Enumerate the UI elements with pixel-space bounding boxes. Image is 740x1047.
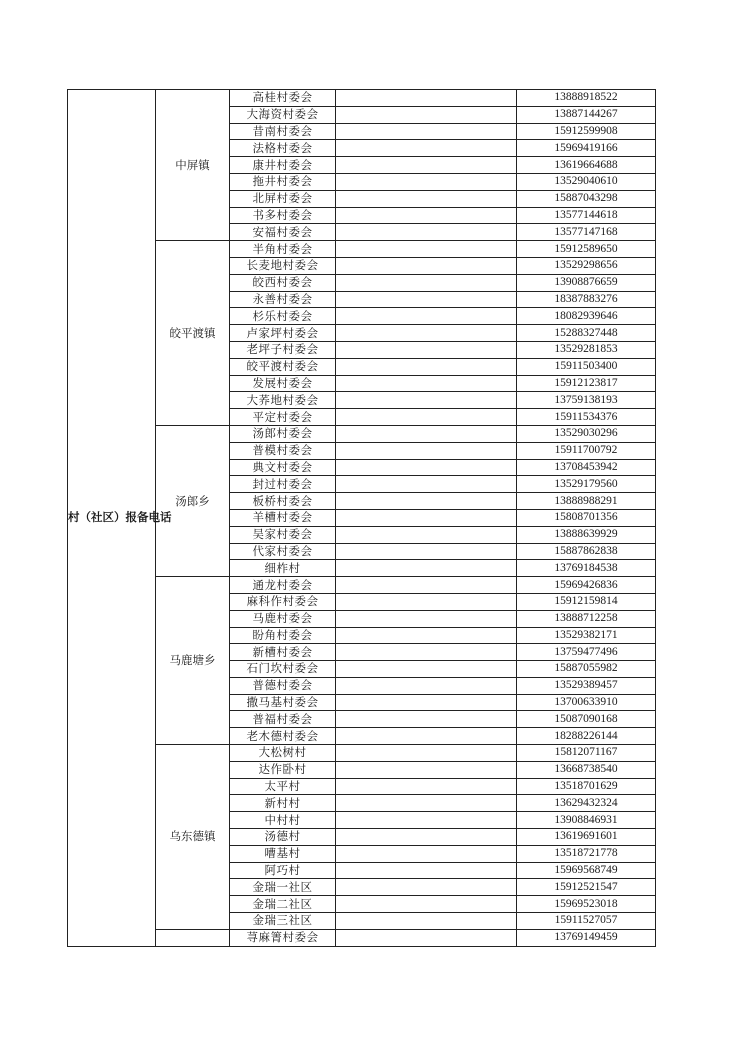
table-row: [68, 241, 656, 258]
phone-number: 13759477496: [517, 644, 656, 661]
phone-number: 13769184538: [517, 560, 656, 577]
village-name: 嘈基村: [230, 845, 336, 862]
village-name: 老木德村委会: [230, 728, 336, 745]
phone-number: 13708453942: [517, 459, 656, 476]
town-name: 皎平渡镇: [156, 241, 230, 426]
village-name: 发展村委会: [230, 375, 336, 392]
blank-cell: [336, 409, 517, 426]
village-name: 老坪子村委会: [230, 341, 336, 358]
blank-cell: [336, 711, 517, 728]
phone-number: 13529281853: [517, 341, 656, 358]
village-name: 皎西村委会: [230, 274, 336, 291]
blank-cell: [336, 593, 517, 610]
blank-cell: [336, 325, 517, 342]
phone-number: 15912123817: [517, 375, 656, 392]
phone-number: 15969419166: [517, 140, 656, 157]
village-name: 北屏村委会: [230, 190, 336, 207]
blank-cell: [336, 896, 517, 913]
village-name: 撒马基村委会: [230, 694, 336, 711]
blank-cell: [336, 392, 517, 409]
phone-number: 13769149459: [517, 929, 656, 946]
village-name: 封过村委会: [230, 476, 336, 493]
blank-cell: [336, 829, 517, 846]
blank-cell: [336, 190, 517, 207]
phone-number: 13529179560: [517, 476, 656, 493]
blank-cell: [336, 425, 517, 442]
blank-cell: [336, 661, 517, 678]
phone-number: 15087090168: [517, 711, 656, 728]
village-name: 太平村: [230, 778, 336, 795]
village-name: 金瑞三社区: [230, 913, 336, 930]
table-body: [68, 90, 656, 947]
blank-cell: [336, 795, 517, 812]
phone-number: 18082939646: [517, 308, 656, 325]
blank-cell: [336, 106, 517, 123]
phone-number: 13888712258: [517, 610, 656, 627]
table-row: [68, 929, 656, 946]
village-name: 书多村委会: [230, 207, 336, 224]
phone-number: 15969568749: [517, 862, 656, 879]
phone-number: 13619691601: [517, 829, 656, 846]
blank-cell: [336, 375, 517, 392]
phone-number: 15911534376: [517, 409, 656, 426]
phone-number: 13518721778: [517, 845, 656, 862]
blank-cell: [336, 257, 517, 274]
blank-cell: [336, 913, 517, 930]
phone-number: 15911700792: [517, 442, 656, 459]
town-name: 中屏镇: [156, 90, 230, 241]
town-name: 马鹿塘乡: [156, 577, 230, 745]
village-name: 汤德村: [230, 829, 336, 846]
village-name: 吴家村委会: [230, 526, 336, 543]
village-name: 高桂村委会: [230, 90, 336, 107]
village-name: 长麦地村委会: [230, 257, 336, 274]
phone-number: 18288226144: [517, 728, 656, 745]
village-name: 金瑞二社区: [230, 896, 336, 913]
village-name: 代家村委会: [230, 543, 336, 560]
blank-cell: [336, 173, 517, 190]
village-name: 半角村委会: [230, 241, 336, 258]
phone-number: 13529389457: [517, 677, 656, 694]
town-name: 汤郎乡: [156, 425, 230, 576]
village-name: 大海资村委会: [230, 106, 336, 123]
village-name: 中村村: [230, 812, 336, 829]
blank-cell: [336, 442, 517, 459]
blank-cell: [336, 543, 517, 560]
phone-number: 13888639929: [517, 526, 656, 543]
village-name: 新槽村委会: [230, 644, 336, 661]
blank-cell: [336, 862, 517, 879]
blank-cell: [336, 845, 517, 862]
village-name: 金瑞一社区: [230, 879, 336, 896]
town-name: [156, 929, 230, 946]
phone-number: 15808701356: [517, 509, 656, 526]
blank-cell: [336, 459, 517, 476]
village-name: 大荞地村委会: [230, 392, 336, 409]
blank-cell: [336, 90, 517, 107]
blank-cell: [336, 745, 517, 762]
phone-number: 18387883276: [517, 291, 656, 308]
village-name: 马鹿村委会: [230, 610, 336, 627]
blank-cell: [336, 224, 517, 241]
village-name: 汤郎村委会: [230, 425, 336, 442]
village-name: 达作卧村: [230, 761, 336, 778]
village-name: 平定村委会: [230, 409, 336, 426]
blank-cell: [336, 929, 517, 946]
phone-number: 15911527057: [517, 913, 656, 930]
blank-cell: [336, 677, 517, 694]
phone-number: 13529030296: [517, 425, 656, 442]
phone-number: 15969523018: [517, 896, 656, 913]
blank-cell: [336, 577, 517, 594]
table-row: [68, 745, 656, 762]
phone-directory-table: [67, 89, 656, 947]
town-name: 乌东德镇: [156, 745, 230, 930]
phone-number: 15912159814: [517, 593, 656, 610]
blank-cell: [336, 291, 517, 308]
table-row: [68, 425, 656, 442]
blank-cell: [336, 207, 517, 224]
village-name: 阿巧村: [230, 862, 336, 879]
village-name: 普福村委会: [230, 711, 336, 728]
blank-cell: [336, 694, 517, 711]
phone-number: 13700633910: [517, 694, 656, 711]
village-name: 新村村: [230, 795, 336, 812]
phone-number: 15969426836: [517, 577, 656, 594]
phone-number: 15887043298: [517, 190, 656, 207]
phone-number: 13619664688: [517, 157, 656, 174]
phone-number: 13529040610: [517, 173, 656, 190]
phone-number: 15912521547: [517, 879, 656, 896]
village-name: 石门坎村委会: [230, 661, 336, 678]
blank-cell: [336, 509, 517, 526]
village-name: 荨麻箐村委会: [230, 929, 336, 946]
village-name: 典文村委会: [230, 459, 336, 476]
blank-cell: [336, 308, 517, 325]
village-name: 普模村委会: [230, 442, 336, 459]
phone-number: 15912589650: [517, 241, 656, 258]
phone-number: 15288327448: [517, 325, 656, 342]
phone-number: 15887862838: [517, 543, 656, 560]
blank-cell: [336, 157, 517, 174]
village-name: 康井村委会: [230, 157, 336, 174]
phone-number: 13908876659: [517, 274, 656, 291]
phone-number: 15911503400: [517, 358, 656, 375]
phone-number: 15912599908: [517, 123, 656, 140]
phone-number: 13629432324: [517, 795, 656, 812]
phone-number: 13668738540: [517, 761, 656, 778]
village-name: 皎平渡村委会: [230, 358, 336, 375]
blank-cell: [336, 341, 517, 358]
village-name: 普德村委会: [230, 677, 336, 694]
village-name: 永善村委会: [230, 291, 336, 308]
village-name: 大松树村: [230, 745, 336, 762]
blank-cell: [336, 476, 517, 493]
table-row: [68, 90, 656, 107]
phone-number: 13759138193: [517, 392, 656, 409]
blank-cell: [336, 274, 517, 291]
phone-number: 13887144267: [517, 106, 656, 123]
blank-cell: [336, 493, 517, 510]
phone-number: 15887055982: [517, 661, 656, 678]
category-label: 村（社区）报备电话: [68, 90, 156, 947]
village-name: 麻科作村委会: [230, 593, 336, 610]
village-name: 安福村委会: [230, 224, 336, 241]
phone-number: 13529382171: [517, 627, 656, 644]
blank-cell: [336, 879, 517, 896]
blank-cell: [336, 560, 517, 577]
village-name: 卢家坪村委会: [230, 325, 336, 342]
village-name: 盼角村委会: [230, 627, 336, 644]
village-name: 细柞村: [230, 560, 336, 577]
village-name: 昔南村委会: [230, 123, 336, 140]
village-name: 通龙村委会: [230, 577, 336, 594]
blank-cell: [336, 123, 517, 140]
blank-cell: [336, 627, 517, 644]
blank-cell: [336, 761, 517, 778]
blank-cell: [336, 728, 517, 745]
blank-cell: [336, 358, 517, 375]
village-name: 拖井村委会: [230, 173, 336, 190]
phone-number: 13529298656: [517, 257, 656, 274]
table-row: [68, 577, 656, 594]
blank-cell: [336, 140, 517, 157]
phone-number: 13888988291: [517, 493, 656, 510]
phone-number: 13577147168: [517, 224, 656, 241]
blank-cell: [336, 241, 517, 258]
phone-number: 13888918522: [517, 90, 656, 107]
phone-number: 13518701629: [517, 778, 656, 795]
village-name: 法格村委会: [230, 140, 336, 157]
village-name: 板桥村委会: [230, 493, 336, 510]
phone-number: 15812071167: [517, 745, 656, 762]
blank-cell: [336, 778, 517, 795]
blank-cell: [336, 812, 517, 829]
blank-cell: [336, 610, 517, 627]
blank-cell: [336, 526, 517, 543]
blank-cell: [336, 644, 517, 661]
village-name: 杉乐村委会: [230, 308, 336, 325]
phone-number: 13908846931: [517, 812, 656, 829]
village-name: 羊槽村委会: [230, 509, 336, 526]
phone-number: 13577144618: [517, 207, 656, 224]
